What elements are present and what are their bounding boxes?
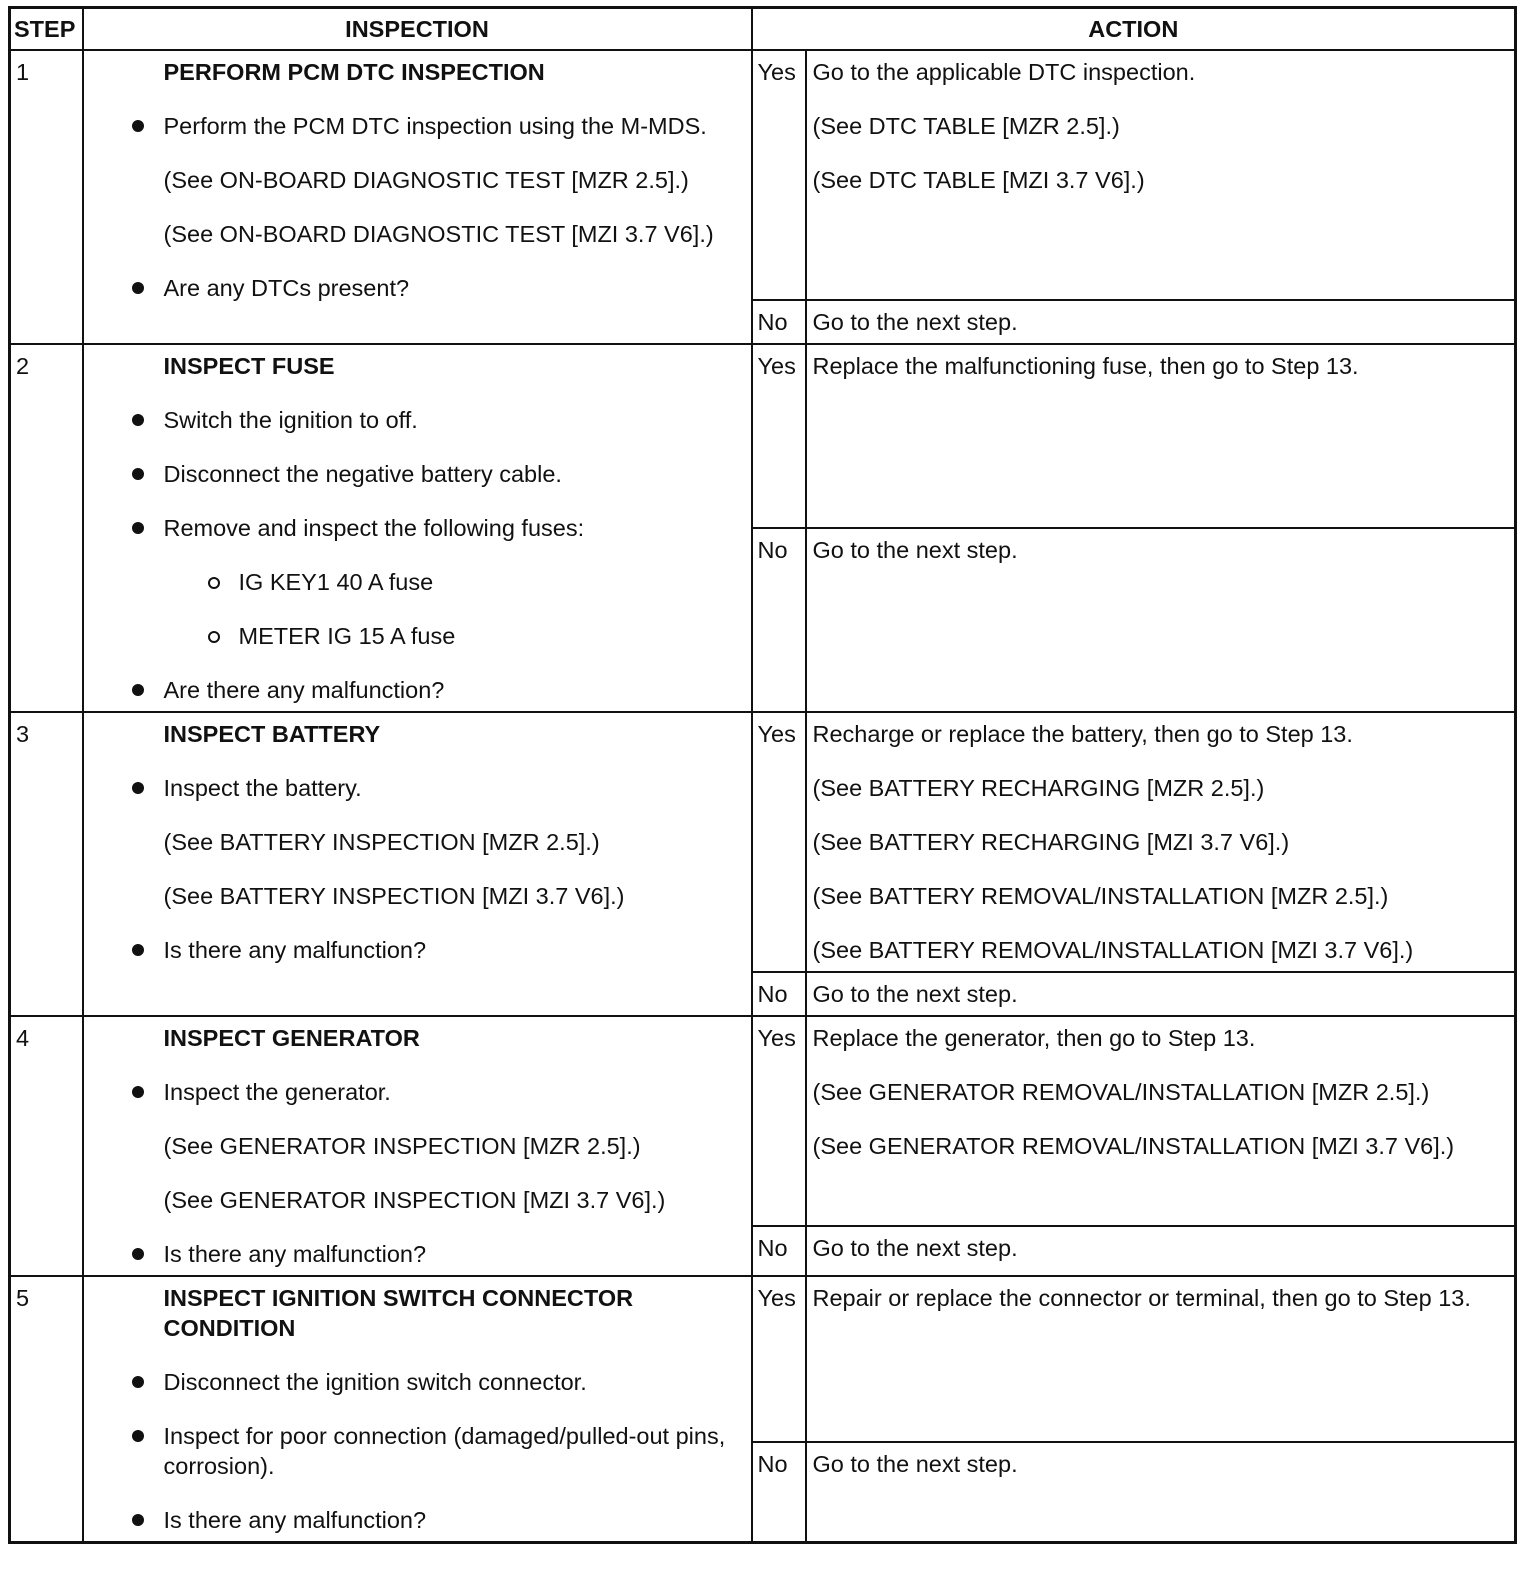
action-text: (See BATTERY RECHARGING [MZR 2.5].) [812, 775, 1265, 801]
yes-action-cell [806, 1016, 1516, 1226]
inspection-bullet: Inspect for poor connection (damaged/pulled-out pins, corrosion). [164, 1421, 741, 1481]
inspection-title: INSPECT GENERATOR [163, 1025, 420, 1051]
yes-action-cell [806, 1276, 1516, 1442]
yes-label: Yes [752, 1276, 806, 1442]
inspection-title: PERFORM PCM DTC INSPECTION [163, 59, 545, 85]
action-text: Replace the generator, then go to Step 13. [812, 1025, 1256, 1051]
inspection-cell [83, 712, 752, 1016]
inspection-bullet: Inspect the generator. [164, 1077, 741, 1107]
yes-action-cell [806, 712, 1516, 972]
inspection-bullet: Inspect the battery. [164, 773, 741, 803]
inspection-bullet: Perform the PCM DTC inspection using the M-MDS. [164, 111, 741, 141]
step-row-yes [10, 344, 1516, 528]
inspection-cell [83, 50, 752, 344]
no-label: No [752, 1442, 806, 1543]
inspection-question: Is there any malfunction? [164, 1239, 741, 1269]
action-text: Go to the next step. [812, 981, 1018, 1007]
yes-label: Yes [752, 50, 806, 300]
diagnostic-table-document [8, 6, 1517, 1544]
inspection-question: Is there any malfunction? [164, 1505, 741, 1535]
reference-text: (See BATTERY INSPECTION [MZI 3.7 V6].) [163, 883, 625, 909]
inspection-cell [83, 1016, 752, 1276]
inspection-bullet: Disconnect the ignition switch connector. [164, 1367, 741, 1397]
header-row [10, 8, 1516, 51]
yes-label: Yes [752, 344, 806, 528]
step-row-yes [10, 712, 1516, 972]
inspection-bullet: Switch the ignition to off. [164, 405, 741, 435]
step-row-yes [10, 50, 1516, 300]
action-text: (See GENERATOR REMOVAL/INSTALLATION [MZR 2.5].) [812, 1079, 1430, 1105]
inspection-question: Are any DTCs present? [164, 273, 741, 303]
action-text: Go to the next step. [812, 1451, 1018, 1477]
inspection-sub-bullet: IG KEY1 40 A fuse [239, 567, 741, 597]
inspection-title: INSPECT FUSE [163, 353, 335, 379]
action-text: (See BATTERY REMOVAL/INSTALLATION [MZR 2.5].) [812, 883, 1389, 909]
action-text: Recharge or replace the battery, then go to Step 13. [812, 721, 1353, 747]
action-text: (See GENERATOR REMOVAL/INSTALLATION [MZI 3.7 V6].) [812, 1133, 1455, 1159]
no-label: No [752, 528, 806, 712]
no-action-cell [806, 300, 1516, 344]
inspection-question: Is there any malfunction? [164, 935, 741, 965]
yes-label: Yes [752, 1016, 806, 1226]
yes-label: Yes [752, 712, 806, 972]
inspection-cell [83, 344, 752, 712]
no-action-cell [806, 972, 1516, 1016]
action-text: Replace the malfunctioning fuse, then go to Step 13. [812, 353, 1359, 379]
reference-text: (See ON-BOARD DIAGNOSTIC TEST [MZI 3.7 V6].) [163, 221, 714, 247]
step-number: 3 [10, 712, 83, 1016]
reference-text: (See GENERATOR INSPECTION [MZI 3.7 V6].) [163, 1187, 666, 1213]
header-action: ACTION [752, 8, 1516, 51]
reference-text: (See GENERATOR INSPECTION [MZR 2.5].) [163, 1133, 641, 1159]
action-text: (See DTC TABLE [MZR 2.5].) [812, 113, 1120, 139]
inspection-title: INSPECT IGNITION SWITCH CONNECTOR CONDITION [163, 1285, 634, 1341]
action-text: Go to the next step. [812, 309, 1018, 335]
action-text: (See BATTERY RECHARGING [MZI 3.7 V6].) [812, 829, 1290, 855]
step-number: 1 [10, 50, 83, 344]
diagnostic-procedure-table [8, 6, 1517, 1544]
header-inspection: INSPECTION [83, 8, 752, 51]
no-label: No [752, 300, 806, 344]
yes-action-cell [806, 344, 1516, 528]
reference-text: (See BATTERY INSPECTION [MZR 2.5].) [163, 829, 600, 855]
action-text: (See DTC TABLE [MZI 3.7 V6].) [812, 167, 1145, 193]
action-text: Go to the next step. [812, 1235, 1018, 1261]
inspection-bullet: Remove and inspect the following fuses: [164, 513, 741, 543]
no-action-cell [806, 1226, 1516, 1276]
step-number: 4 [10, 1016, 83, 1276]
no-label: No [752, 972, 806, 1016]
no-label: No [752, 1226, 806, 1276]
inspection-sub-bullet: METER IG 15 A fuse [239, 621, 741, 651]
yes-action-cell [806, 50, 1516, 300]
no-action-cell [806, 1442, 1516, 1543]
inspection-question: Are there any malfunction? [164, 675, 741, 705]
action-text: Go to the applicable DTC inspection. [812, 59, 1196, 85]
step-row-yes [10, 1276, 1516, 1442]
inspection-cell [83, 1276, 752, 1543]
no-action-cell [806, 528, 1516, 712]
header-step: STEP [10, 8, 83, 51]
inspection-bullet: Disconnect the negative battery cable. [164, 459, 741, 489]
action-text: (See BATTERY REMOVAL/INSTALLATION [MZI 3.7 V6].) [812, 937, 1414, 963]
step-number: 2 [10, 344, 83, 712]
step-number: 5 [10, 1276, 83, 1543]
reference-text: (See ON-BOARD DIAGNOSTIC TEST [MZR 2.5].) [163, 167, 689, 193]
action-text: Go to the next step. [812, 537, 1018, 563]
action-text: Repair or replace the connector or terminal, then go to Step 13. [812, 1285, 1471, 1311]
step-row-yes [10, 1016, 1516, 1226]
inspection-title: INSPECT BATTERY [163, 721, 381, 747]
